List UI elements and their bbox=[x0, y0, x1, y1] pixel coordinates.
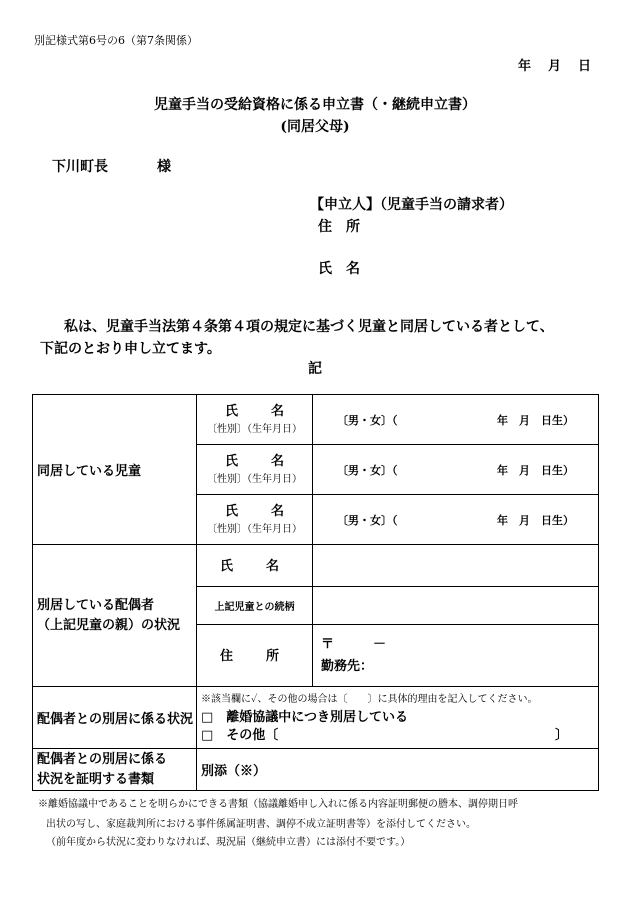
spouse-name-label: 氏 名 bbox=[219, 558, 289, 574]
applicant-heading: 【申立人】（児童手当の請求者） bbox=[310, 197, 513, 213]
spouse-label: 別居している配偶者 （上記児童の親）の状況 bbox=[33, 545, 197, 687]
child-row bbox=[33, 395, 599, 445]
option-other-checkbox[interactable]: □ その他〔 〕 bbox=[201, 727, 568, 743]
applicant-address-label: 住 所 bbox=[318, 219, 360, 235]
spouse-relation-field[interactable] bbox=[313, 587, 599, 625]
proof-document-value: 別添（※） bbox=[197, 749, 599, 791]
children-label: 同居している児童 bbox=[33, 395, 197, 545]
child-sex-dob-field[interactable]: 〔男・女〕（ 年 月 日生） bbox=[313, 395, 599, 445]
document-title: 児童手当の受給資格に係る申立書（・継続申立書） bbox=[154, 97, 476, 113]
footnote-line-2: 出状の写し、家庭裁判所における事件係属証明書、調停不成立証明書等）を添付してください。 bbox=[46, 819, 476, 830]
spouse-address-field[interactable] bbox=[313, 625, 599, 687]
postal-code-mark: 〒 － bbox=[321, 636, 387, 652]
child-name-label: 氏 名 bbox=[224, 453, 294, 469]
spouse-relation-label: 上記児童との続柄 bbox=[197, 587, 313, 625]
ki-heading: 記 bbox=[308, 361, 322, 377]
footnote-line-1: ※離婚協議中であることを明らかにできる書類（協議離婚申し入れに係る内容証明郵便の謄本、調停期日呼 bbox=[38, 799, 518, 810]
child-name-label: 氏 名 bbox=[224, 403, 294, 419]
child-sex-dob-label: 〔性別〕（生年月日） bbox=[207, 473, 302, 485]
date-label: 年 月 日 bbox=[518, 59, 594, 74]
workplace-label: 勤務先： bbox=[321, 658, 374, 674]
applicant-name-label: 氏 名 bbox=[318, 261, 360, 277]
child-sex-dob-label: 〔性別〕（生年月日） bbox=[207, 423, 302, 435]
spouse-name-field[interactable] bbox=[313, 545, 599, 587]
child-name-label: 氏 名 bbox=[224, 503, 294, 519]
form-number-label: 別記様式第6号の6（第7条関係） bbox=[34, 34, 198, 47]
statement-line-2: 下記のとおり申し立てます。 bbox=[40, 341, 221, 357]
footnote-line-3: （前年度から状況に変わりなければ、現況届（継続申立書）には添付不要です。） bbox=[46, 837, 411, 848]
application-table bbox=[32, 394, 599, 791]
addressee: 下川町長 bbox=[52, 159, 108, 175]
separation-reason-note: ※該当欄に✓、その他の場合は〔 〕に具体的理由を記入してください。 bbox=[201, 693, 538, 705]
proof-document-label: 配偶者との別居に係る 状況を証明する書類 bbox=[33, 749, 197, 791]
honorific: 様 bbox=[157, 159, 171, 175]
child-sex-dob-label: 〔性別〕（生年月日） bbox=[207, 523, 302, 535]
separation-reason-label: 配偶者との別居に係る状況 bbox=[33, 687, 197, 749]
child-sex-dob-field[interactable]: 〔男・女〕（ 年 月 日生） bbox=[313, 495, 599, 545]
child-sex-dob-field[interactable]: 〔男・女〕（ 年 月 日生） bbox=[313, 445, 599, 495]
option-divorce-negotiation-checkbox[interactable]: □ 離婚協議中につき別居している bbox=[201, 709, 409, 725]
spouse-address-label: 住 所 bbox=[219, 648, 289, 664]
statement-line-1: 私は、児童手当法第４条第４項の規定に基づく児童と同居している者として、 bbox=[64, 319, 554, 335]
document-subtitle: (同居父母) bbox=[280, 119, 350, 135]
